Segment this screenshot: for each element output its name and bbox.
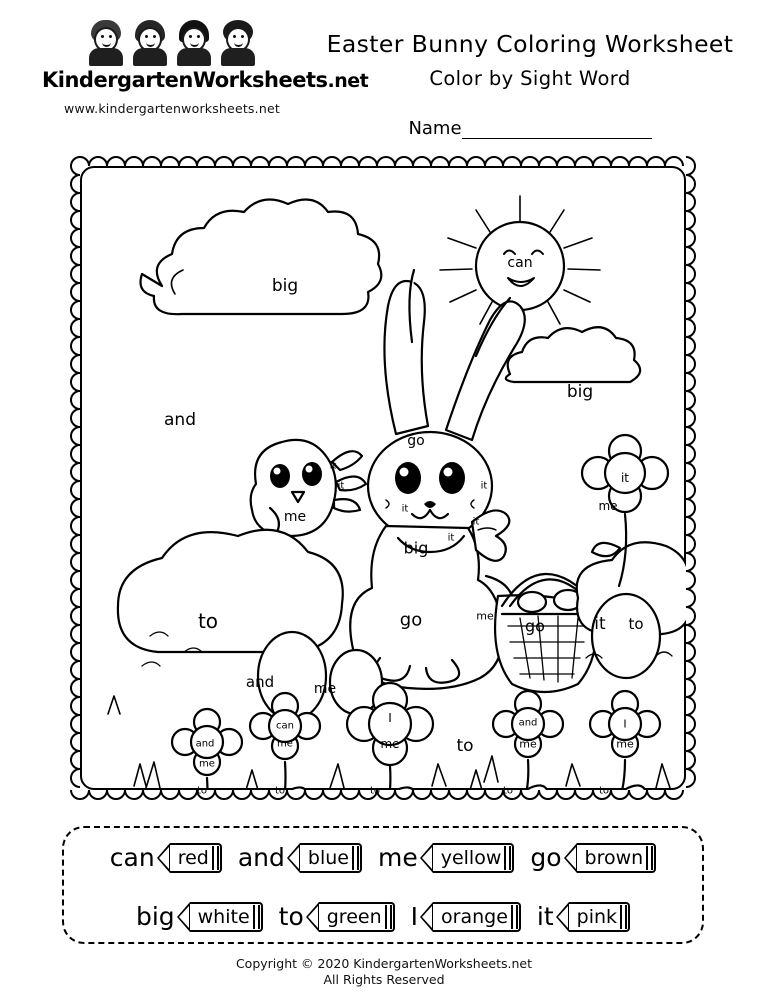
sight-word-label: to — [628, 615, 644, 633]
sight-word-label: and — [245, 673, 275, 691]
color-key-item — [378, 843, 514, 873]
crayon-tip-icon — [420, 843, 433, 873]
logo-wordmark — [42, 68, 369, 92]
sight-word-label: me — [283, 509, 307, 525]
crayon-color-label: yellow — [440, 846, 502, 869]
color-key-item — [530, 843, 656, 873]
sight-word-label: and — [164, 410, 196, 430]
color-key-row-1 — [64, 828, 702, 887]
key-sight-word: can — [109, 843, 155, 872]
sight-word-label: go — [525, 616, 545, 636]
logo-word-kindergarten: Kindergarten — [42, 68, 193, 92]
page-header — [0, 14, 768, 139]
name-field-row — [300, 118, 760, 139]
page-title: Easter Bunny Coloring Worksheet — [326, 30, 734, 58]
color-key-item — [136, 902, 263, 932]
crayon-icon — [556, 902, 630, 932]
site-logo[interactable] — [42, 18, 369, 116]
sight-word-label: it — [480, 480, 488, 492]
sight-word-label: I — [623, 717, 627, 731]
sight-word-label: I — [388, 711, 392, 725]
sight-word-label: can — [507, 255, 533, 271]
crayon-icon — [157, 843, 222, 873]
crayon-color-label: blue — [307, 846, 349, 869]
sight-word-label: it — [329, 460, 337, 472]
sight-word-label: me — [598, 499, 618, 513]
crayon-color-label: green — [326, 905, 382, 928]
logo-word-worksheets: Worksheets — [192, 68, 328, 92]
crayon-barrel — [577, 843, 657, 873]
crayon-icon — [287, 843, 362, 873]
sight-word-label: me — [476, 609, 494, 623]
easter-scene-artwork — [80, 166, 686, 797]
sight-word-label: to — [502, 785, 514, 797]
crayon-color-label: red — [177, 846, 209, 869]
sight-word-label: big — [403, 538, 429, 558]
sight-word-label: me — [313, 681, 337, 697]
sight-word-label: go — [407, 433, 425, 449]
sight-word-label: to — [598, 785, 610, 797]
crayon-icon — [564, 843, 657, 873]
sight-word-label: me — [277, 738, 293, 750]
sight-word-label: to — [197, 609, 219, 633]
sight-word-label: and — [518, 717, 538, 729]
sight-word-label: to — [369, 785, 381, 797]
crayon-color-label: white — [197, 905, 250, 928]
name-input-line[interactable] — [462, 121, 652, 139]
crayon-tip-icon — [420, 902, 433, 932]
crayon-tip-icon — [157, 843, 170, 873]
crayon-tip-icon — [306, 902, 319, 932]
crayon-barrel — [170, 843, 222, 873]
crayon-barrel — [433, 843, 515, 873]
sight-word-label: me — [380, 737, 400, 751]
sight-word-label: me — [616, 737, 634, 751]
sight-word-label: to — [274, 785, 286, 797]
crayon-icon — [306, 902, 395, 932]
kid-figure-1 — [85, 20, 127, 66]
page-footer — [0, 956, 768, 988]
sight-word-label: to — [456, 736, 474, 756]
kid-figure-2 — [129, 20, 171, 66]
sight-word-label: it — [337, 480, 345, 492]
crayon-tip-icon — [177, 902, 190, 932]
crayon-color-label: orange — [441, 905, 508, 928]
crayon-barrel — [433, 902, 521, 932]
page-subtitle: Color by Sight Word — [429, 67, 631, 90]
crayon-tip-icon — [564, 843, 577, 873]
crayon-barrel — [569, 902, 630, 932]
kid-figure-3 — [173, 20, 215, 66]
key-sight-word: and — [237, 843, 285, 872]
sight-word-label: go — [399, 609, 423, 631]
sight-word-label: it — [401, 503, 409, 515]
title-block — [300, 30, 760, 90]
sight-word-label: and — [195, 738, 215, 750]
sight-word-label: it — [620, 471, 630, 485]
kid-figure-4 — [217, 20, 259, 66]
site-url: www.kindergartenworksheets.net — [64, 101, 280, 116]
crayon-color-label: pink — [576, 905, 618, 928]
color-key-row-2 — [64, 887, 702, 946]
color-key-item — [537, 902, 630, 932]
sight-word-label: it — [447, 532, 455, 544]
sight-word-label: can — [276, 720, 294, 732]
crayon-barrel — [190, 902, 263, 932]
sight-word-label: it — [472, 516, 480, 528]
sight-word-label: to — [196, 785, 208, 797]
key-sight-word: it — [536, 902, 554, 931]
logo-word-dotnet: .net — [327, 70, 369, 92]
sight-word-label: me — [519, 737, 537, 751]
crayon-icon — [420, 902, 521, 932]
crayon-barrel — [300, 843, 362, 873]
scene-lineart — [80, 166, 686, 790]
rights-text: All Rights Reserved — [323, 972, 445, 987]
copyright-text: Copyright © 2020 KindergartenWorksheets.net — [235, 956, 533, 971]
crayon-barrel — [319, 902, 395, 932]
kids-illustration — [42, 18, 302, 66]
coloring-panel — [62, 148, 704, 808]
color-key — [62, 826, 704, 944]
crayon-icon — [177, 902, 263, 932]
crayon-icon — [420, 843, 515, 873]
key-sight-word: me — [377, 843, 418, 872]
color-key-item — [238, 843, 362, 873]
sight-word-label: me — [199, 758, 215, 770]
key-sight-word: go — [530, 843, 562, 872]
sight-word-label: big — [271, 276, 299, 296]
key-sight-word: to — [278, 902, 304, 931]
color-key-item — [279, 902, 395, 932]
key-sight-word: big — [135, 902, 175, 931]
sight-word-label: it — [594, 614, 606, 634]
color-key-item — [110, 843, 222, 873]
sight-word-label: big — [566, 382, 594, 402]
crayon-tip-icon — [287, 843, 300, 873]
name-label: Name — [408, 118, 462, 139]
crayon-tip-icon — [556, 902, 569, 932]
crayon-color-label: brown — [584, 846, 644, 869]
color-key-item — [411, 902, 521, 932]
key-sight-word: I — [410, 902, 419, 931]
